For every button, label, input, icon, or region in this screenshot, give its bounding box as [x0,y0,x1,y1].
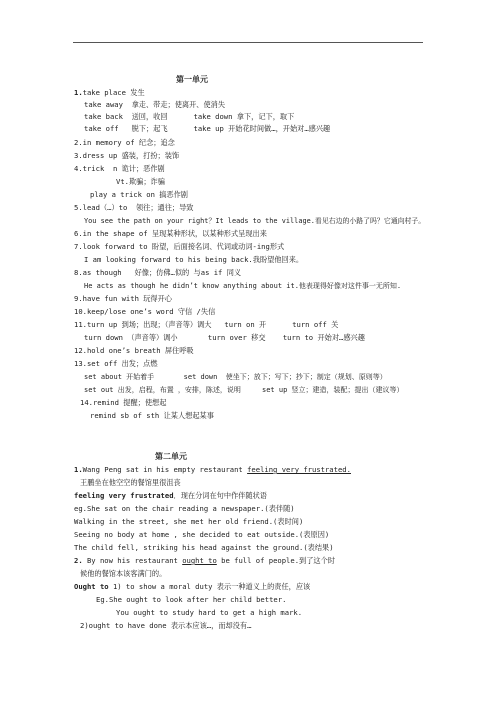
unit1-line: 3.dress up 盛装，打扮；装饰 [74,151,180,160]
unit1-line: 10.keep/lose one’s word 守信 /失信 [74,307,216,316]
unit1-line: play a trick on 搞恶作剧 [90,190,188,199]
unit1-line: Vt.欺骗；诈骗 [116,177,165,186]
top-rule [73,42,423,43]
sentence-text: be full of people.到了这个时 [216,556,335,565]
unit2-line: eg.She sat on the chair reading a newspaper.(表伴随) [74,504,295,513]
unit1-line: take away 拿走、带走；使离开、使消失 [84,100,226,109]
unit1-line: 7.look forward to 盼望，后面接名词、代词或动词-ing形式 [74,242,285,251]
unit2-line [74,491,267,501]
unit1-line: set about 开始着手 set down 使坐下；放下；写下；抄下；制定（规划、原则等） [84,373,387,381]
item-text: take place 发生 [82,88,145,97]
unit2-line [74,556,335,566]
note-text: 1) to show a moral duty 表示一种道义上的责任，应该 [108,582,311,591]
unit2-line [74,582,310,592]
unit1-line: I am looking forward to his being back.我盼望他回来。 [84,255,304,264]
unit1-line: take off 脱下；起飞 take up 开始花时间做…，开始对…感兴趣 [84,124,331,133]
item-number: 2. [74,556,83,565]
unit2-line: Seeing no body at home , she decided to eat outside.(表原因) [74,530,330,539]
unit1-line: remind sb of sth 让某人想起某事 [90,411,214,420]
unit1-line [74,88,145,98]
unit1-title: 第一单元 [176,75,208,84]
unit1-line: 13.set off 出发；点燃 [74,359,158,368]
unit1-line: 12.hold one’s breath 屏住呼吸 [74,346,194,355]
unit1-line: You see the path on your right？It leads to the village.看见右边的小路了吗？它通向村子。 [84,217,426,225]
sentence-text: Wang Peng sat in his empty restaurant [82,465,248,474]
unit1-line: 14.remind 提醒；使想起 [80,398,167,407]
unit1-line: 8.as though 好像；仿佛…似的 与as if 同义 [74,268,242,277]
bold-phrase: Ought to [74,582,109,591]
item-number: 1. [74,88,83,97]
underlined-phrase: ought to [182,556,217,565]
unit1-line: He acts as though he didn’t know anything about it.他表现得好像对这件事一无所知. [84,282,402,290]
unit2-title: 第二单元 [155,452,187,461]
unit2-line: 候他的餐馆本该客满门的。 [80,569,167,578]
sentence-text: By now his restaurant [82,556,183,565]
unit2-line: The child fell, striking his head against the ground.(表结果) [74,543,334,552]
unit1-line: 6.in the shape of 呈现某种形状，以某种形式呈现出来 [74,229,267,238]
underlined-phrase: feeling very frustrated. [247,465,351,474]
unit1-line: turn down （声音等）调小 turn over 移交 turn to 开始对…感兴趣 [84,333,365,342]
item-number: 1. [74,465,83,474]
unit1-line: 9.have fun with 玩得开心 [74,294,172,303]
unit2-line: Walking in the street, she met her old friend.(表时间) [74,517,304,526]
unit2-line: 王鹏坐在他空空的餐馆里很沮丧 [80,478,181,487]
unit2-line: 2)ought to have done 表示本应该…，而却没有… [80,621,252,630]
note-text: ．现在分词在句中作伴随状语 [173,491,267,500]
unit2-line: Eg.She ought to look after her child better. [96,595,287,604]
bold-phrase: feeling very frustrated [74,491,174,500]
unit1-line: 11.turn up 到场；出现；（声音等）调大 turn on 开 turn off 关 [74,320,339,329]
unit1-line: 2.in memory of 纪念；追念 [74,138,175,147]
unit1-line: set out 出发，启程，布置 ，安排，陈述，说明 set up 竖立；建造，装配；提出（建议等） [84,386,404,394]
unit1-line: take back 送回，收回 take down 拿下，记下，取下 [84,112,295,121]
unit1-line: 5.lead（…）to 领往；通往；导致 [74,203,194,212]
unit2-line [74,465,351,475]
unit1-line: 4.trick n 诡计；恶作剧 [74,164,165,173]
unit2-line: You ought to study hard to get a high mark. [116,608,303,617]
